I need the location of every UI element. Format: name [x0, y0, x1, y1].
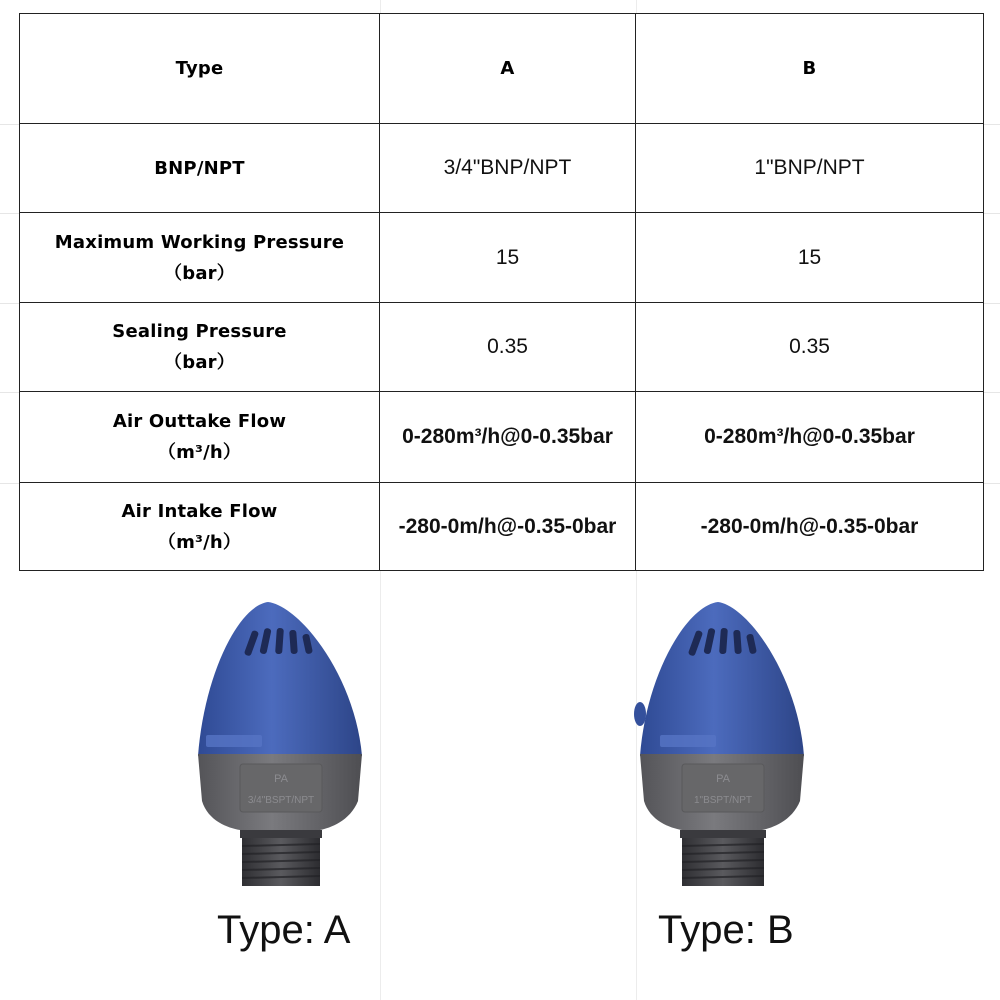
cell-a: 15	[380, 213, 636, 303]
row-label	[20, 124, 380, 213]
row-label	[20, 392, 380, 483]
cell-a: 0.35	[380, 303, 636, 392]
cell-b: 15	[636, 213, 984, 303]
table-row	[20, 483, 984, 571]
cell-a: -280-0m/h@-0.35-0bar	[380, 483, 636, 571]
row-label	[20, 483, 380, 571]
product-image-b	[628, 596, 818, 896]
header-type-cell: Type	[20, 14, 380, 124]
table-header-row	[20, 14, 984, 124]
row-label-text: Sealing Pressure	[112, 321, 287, 342]
table-row	[20, 213, 984, 303]
table-row	[20, 303, 984, 392]
header-b-cell: B	[636, 14, 984, 124]
cell-a: 3/4"BNP/NPT	[380, 124, 636, 213]
row-label-text: Maximum Working Pressure	[54, 231, 345, 253]
body-marking-a: PA	[274, 773, 288, 785]
cell-b: 0.35	[636, 303, 984, 392]
table-row	[20, 392, 984, 483]
row-label-unit: （m³/h）	[157, 442, 242, 463]
cell-a: 0-280m³/h@0-0.35bar	[380, 392, 636, 483]
cell-b: 0-280m³/h@0-0.35bar	[636, 392, 984, 483]
row-label-text: BNP/NPT	[154, 157, 245, 179]
row-label	[20, 303, 380, 392]
row-label-unit: （bar）	[164, 262, 235, 284]
table-row	[20, 124, 984, 213]
row-label-unit: （m³/h）	[157, 531, 242, 553]
spec-table	[19, 13, 984, 571]
row-label-unit: （bar）	[164, 352, 235, 373]
cell-b: 1"BNP/NPT	[636, 124, 984, 213]
product-image-a	[180, 596, 380, 896]
header-a-cell: A	[380, 14, 636, 124]
caption-type-b: Type: B	[658, 908, 794, 952]
row-label-text: Air Outtake Flow	[112, 411, 287, 432]
body-marking-b: PA	[716, 773, 730, 785]
thread-marking-a: 3/4"BSPT/NPT	[247, 795, 315, 806]
row-label-text: Air Intake Flow	[121, 500, 278, 522]
caption-type-a: Type: A	[217, 908, 351, 952]
row-label	[20, 213, 380, 303]
thread-marking-b: 1"BSPT/NPT	[693, 795, 753, 806]
cell-b: -280-0m/h@-0.35-0bar	[636, 483, 984, 571]
